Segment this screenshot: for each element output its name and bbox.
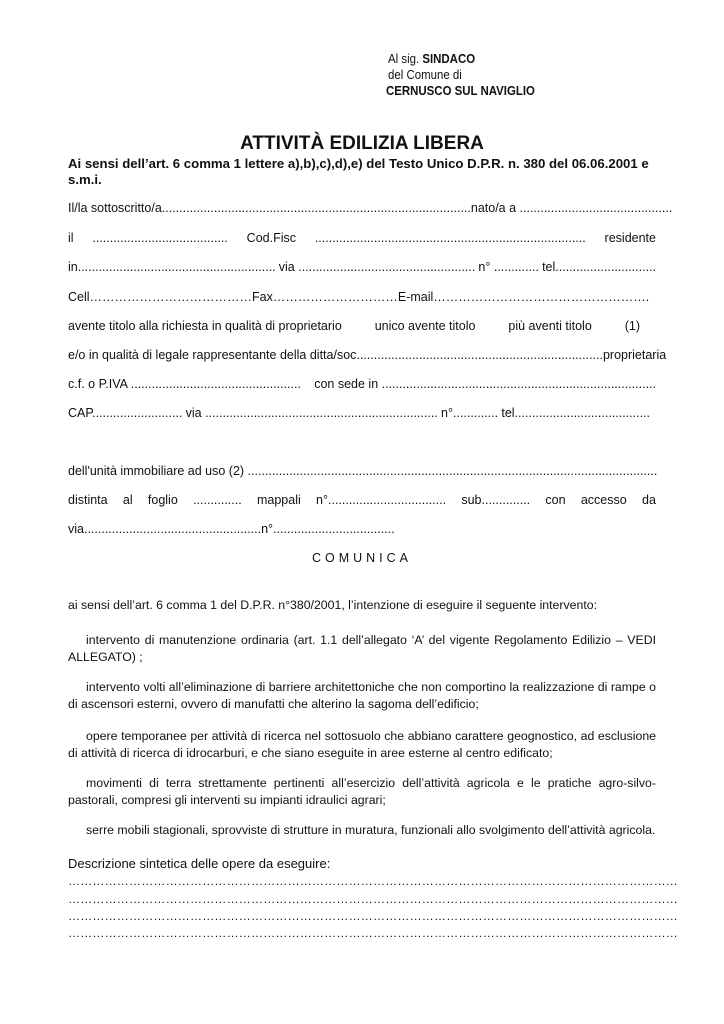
description-line-1[interactable]: …………………………………………………………………………………………………………………………………… <box>68 874 678 888</box>
tax-code-field[interactable]: .............................................................................. <box>314 231 586 245</box>
birthdate-label: il <box>68 231 74 245</box>
recipient-prefix: Al sig. <box>388 51 420 66</box>
residence-street-field[interactable]: via ................................................... <box>278 260 476 274</box>
birthplace-field[interactable]: nato/a a ............................................ <box>470 201 673 215</box>
form-row-birthdate <box>68 231 656 245</box>
zip-field[interactable]: CAP.......................... <box>68 406 183 420</box>
form-row-applicant <box>68 201 673 215</box>
section-heading-comunica: COMUNICA <box>311 551 413 565</box>
title-label: avente titolo alla richiesta in qualità di proprietario <box>68 319 342 333</box>
vat-field[interactable]: c.f. o P.IVA ................................................. <box>68 377 301 391</box>
owner-label: proprietaria <box>602 348 667 362</box>
tax-code-label: Cod.Fisc <box>246 231 296 245</box>
hq-street-field[interactable]: via ................................................................... <box>185 406 438 420</box>
access-label-2: accesso <box>580 493 627 507</box>
cadastre-label-1: distinta <box>68 493 108 507</box>
parcel-label: mappali <box>256 493 301 507</box>
form-row-title <box>68 319 640 333</box>
intervention-intro: ai sensi dell’art. 6 comma 1 del D.P.R. n°380/2001, l’intenzione di eseguire il seguente intervento: <box>68 598 597 612</box>
intervention-item-3[interactable]: opere temporanee per attività di ricerca nel sottosuolo che abbiano carattere geognostico, ad esclusione di attività di ricerca di idrocarburi, e che siano eseguite in aree esterne al centro edificato; <box>68 729 656 760</box>
recipient-line-1 <box>388 51 475 66</box>
recipient-municipality: CERNUSCO SUL NAVIGLIO <box>386 83 535 98</box>
headquarters-field[interactable]: con sede in ............................................................................... <box>314 377 656 391</box>
form-row-residence <box>68 260 656 274</box>
residence-number-field[interactable]: n° ............. <box>478 260 539 274</box>
email-field[interactable]: E-mail……………………………………………. <box>397 290 650 304</box>
form-row-vat <box>68 377 656 391</box>
hq-phone-field[interactable]: tel....................................... <box>501 406 650 420</box>
form-row-property-use <box>68 464 656 478</box>
recipient-line-2: del Comune di <box>388 67 462 82</box>
intervention-item-2[interactable]: intervento volti all’eliminazione di barriere architettoniche che non comportino la realizzazione di rampe o di ascensori esterni, ovvero di manufatti che alterino la sagoma dell’edificio; <box>68 680 656 711</box>
intervention-item-1[interactable]: intervento di manutenzione ordinaria (art. 1.1 dell’allegato ‘A’ del vigente Regolamento Edilizio – VEDI ALLEGATO) ; <box>68 633 656 664</box>
access-label-1: con <box>545 493 566 507</box>
hq-number-field[interactable]: n°............. <box>441 406 499 420</box>
option-multiple-owners[interactable]: più aventi titolo <box>508 319 592 333</box>
option-sole-owner[interactable]: unico avente titolo <box>374 319 476 333</box>
document-subtitle: Ai sensi dell’art. 6 comma 1 lettere a),b),c),d),e) del Testo Unico D.P.R. n. 380 del 06.06.2001 e s.m.i. <box>68 156 649 187</box>
document-title: ATTIVITÀ EDILIZIA LIBERA <box>240 133 484 154</box>
property-use-field[interactable]: dell'unità immobiliare ad uso (2) ...................................................................................................................... <box>68 464 658 478</box>
form-row-contacts <box>68 290 650 304</box>
description-line-2[interactable]: …………………………………………………………………………………………………………………………………… <box>68 892 678 906</box>
description-label: Descrizione sintetica delle opere da eseguire: <box>68 856 331 871</box>
phone-field[interactable]: tel............................. <box>542 260 656 274</box>
access-label-3: da <box>642 493 656 507</box>
company-field[interactable]: e/o in qualità di legale rappresentante della ditta/soc....................................................................... <box>68 348 603 362</box>
description-line-3[interactable]: …………………………………………………………………………………………………………………………………… <box>68 909 678 923</box>
intervention-item-4[interactable]: movimenti di terra strettamente pertinenti all’esercizio dell’attività agricola e le pratiche agro-silvo-pastorali, compresi gli interventi su impianti idraulici agrari; <box>68 776 656 807</box>
birthdate-field[interactable]: ....................................... <box>92 231 228 245</box>
sheet-field[interactable]: .............. <box>193 493 242 507</box>
applicant-name-field[interactable]: Il/la sottoscritto/a......................................................................................... <box>68 201 471 215</box>
recipient-title: SINDACO <box>422 51 476 66</box>
form-row-company <box>68 348 667 362</box>
intervention-item-5[interactable]: serre mobili stagionali, sprovviste di strutture in muratura, funzionali allo svolgimento dell’attività agricola. <box>86 823 656 837</box>
residence-label: residente <box>604 231 656 245</box>
footnote-1: (1) <box>624 319 640 333</box>
form-row-cadastre <box>68 493 656 507</box>
fax-field[interactable]: Fax………………………… <box>252 290 398 304</box>
access-street-field[interactable]: via...................................................n°................................... <box>68 522 395 536</box>
cell-field[interactable]: Cell………………………………… <box>68 290 253 304</box>
cadastre-label-2: al <box>122 493 133 507</box>
description-line-4[interactable]: …………………………………………………………………………………………………………………………………… <box>68 926 678 940</box>
residence-city-field[interactable]: in......................................................... <box>68 260 276 274</box>
parcel-field[interactable]: n°.................................. <box>316 493 447 507</box>
sheet-label: foglio <box>147 493 178 507</box>
form-row-access <box>68 522 656 536</box>
form-row-address <box>68 406 650 420</box>
sub-field[interactable]: sub.............. <box>461 493 531 507</box>
